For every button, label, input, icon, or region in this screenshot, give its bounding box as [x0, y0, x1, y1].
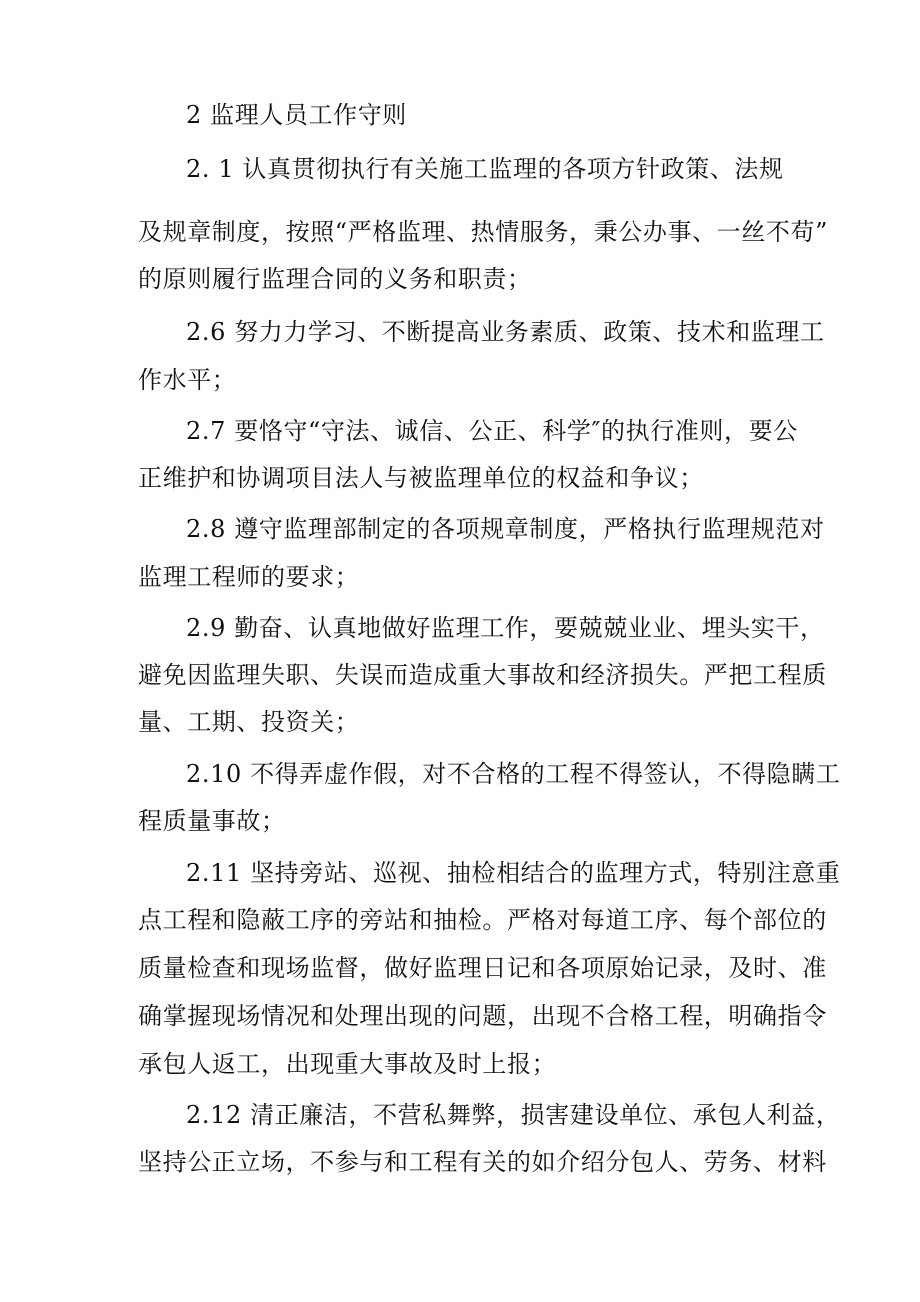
paragraph-2-10-line-2: 程质量事故； — [138, 807, 286, 835]
paragraph-2-6-line-1: 2.6 努力力学习、不断提高业务素质、政策、技术和监理工 — [186, 318, 825, 346]
paragraph-2-11-line-5: 承包人返工，出现重大事故及时上报； — [138, 1050, 557, 1078]
paragraph-2-11-line-2: 点工程和隐蔽工序的旁站和抽检。严格对每道工序、每个部位的 — [138, 906, 827, 934]
paragraph-2-11-line-1: 2.11 坚持旁站、巡视、抽检相结合的监理方式，特别注意重 — [186, 859, 841, 887]
paragraph-continuation-line-2: 的原则履行监理合同的义务和职责； — [138, 265, 532, 293]
paragraph-2-12-line-1: 2.12 清正廉洁，不营私舞弊，损害建设单位、承包人利益， — [186, 1101, 841, 1129]
paragraph-2-11-line-3: 质量检查和现场监督，做好监理日记和各项原始记录，及时、准 — [138, 954, 827, 982]
paragraph-continuation-line-1: 及规章制度，按照“严格监理、热情服务，秉公办事、一丝不苟” — [138, 218, 828, 246]
paragraph-2-9-line-2: 避免因监理失职、失误而造成重大事故和经济损失。严把工程质 — [138, 661, 827, 689]
paragraph-2-9-line-1: 2.9 勤奋、认真地做好监理工作，要兢兢业业、埋头实干， — [186, 614, 825, 642]
paragraph-2-11-line-4: 确掌握现场情况和处理出现的问题，出现不合格工程，明确指令 — [138, 1002, 827, 1030]
paragraph-2-7-line-1: 2.7 要恪守“守法、诚信、公正、科学″的执行准则，要公 — [186, 417, 798, 445]
paragraph-2-7-line-2: 正维护和协调项目法人与被监理单位的权益和争议； — [138, 464, 704, 492]
paragraph-2-10-line-1: 2.10 不得弄虚作假，对不合格的工程不得签认，不得隐瞒工 — [186, 760, 841, 788]
paragraph-2-12-line-2: 坚持公正立场，不参与和工程有关的如介绍分包人、劳务、材料 — [138, 1148, 827, 1176]
paragraph-2-8-line-1: 2.8 遵守监理部制定的各项规章制度，严格执行监理规范对 — [186, 515, 825, 543]
paragraph-2-6-line-2: 作水平； — [138, 366, 237, 394]
paragraph-2-1-line-1: 2. 1 认真贯彻执行有关施工监理的各项方针政策、法规 — [186, 155, 784, 183]
paragraph-2-8-line-2: 监理工程师的要求； — [138, 563, 360, 591]
paragraph-2-9-line-3: 量、工期、投资关； — [138, 708, 360, 736]
section-heading: 2 监理人员工作守则 — [186, 101, 407, 129]
